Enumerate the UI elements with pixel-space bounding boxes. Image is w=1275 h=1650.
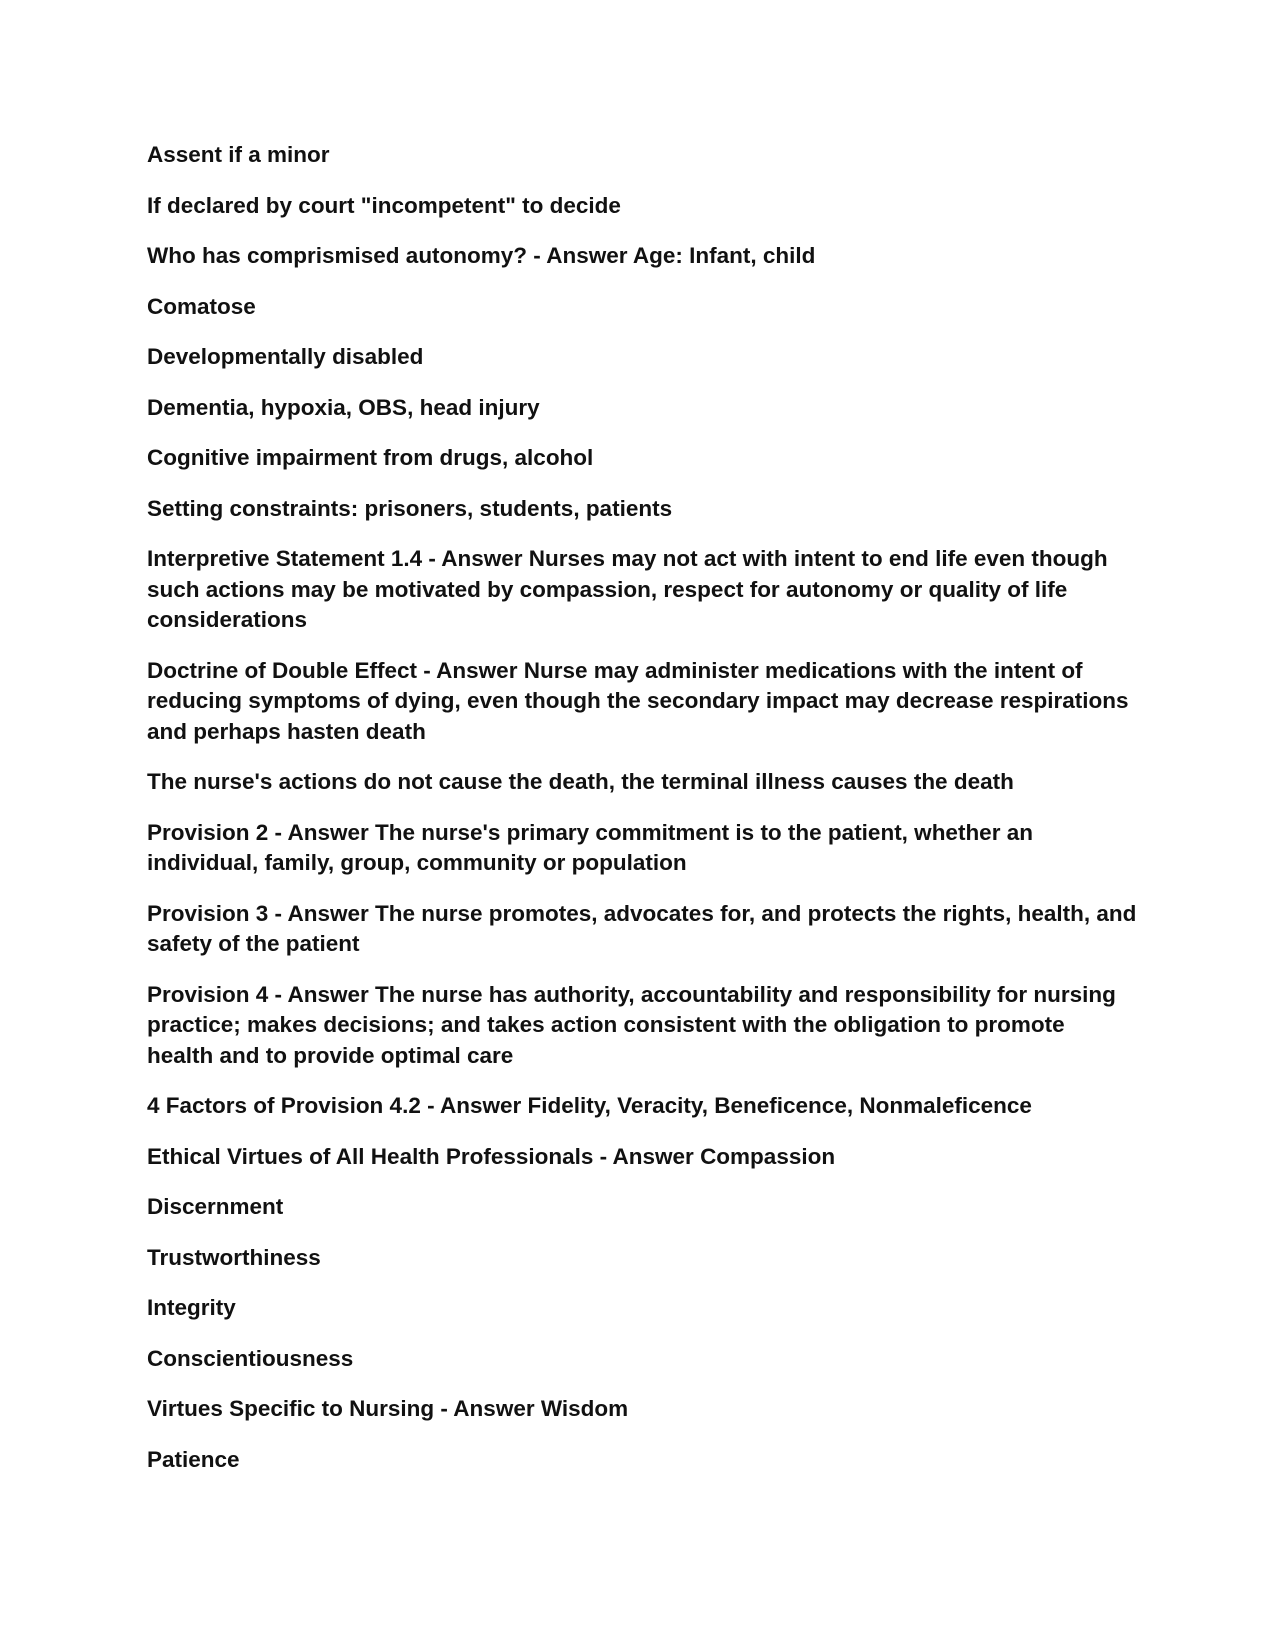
text-paragraph: Provision 3 - Answer The nurse promotes, advocates for, and protects the rights, health, and safety of the patient [147, 900, 1137, 956]
text-line: Ethical Virtues of All Health Professionals - Answer Compassion [147, 1143, 836, 1169]
text-line: Patience [147, 1446, 240, 1472]
text-paragraph: Provision 2 - Answer The nurse's primary commitment is to the patient, whether an individual, family, group, community or population [147, 819, 1033, 875]
text-line: Assent if a minor [147, 142, 330, 167]
text-line: Comatose [147, 293, 256, 319]
text-line: Developmentally disabled [147, 344, 424, 369]
text-line: Virtues Specific to Nursing - Answer Wisdom [147, 1396, 629, 1421]
text-line: Who has comprismised autonomy? - Answer Age: Infant, child [147, 243, 816, 268]
text-line: Conscientiousness [147, 1345, 354, 1371]
document-body [147, 140, 1137, 1495]
text-line: Dementia, hypoxia, OBS, head injury [147, 394, 540, 420]
text-line: 4 Factors of Provision 4.2 - Answer Fidelity, Veracity, Beneficence, Nonmaleficence [147, 1093, 1032, 1118]
text-paragraph: Interpretive Statement 1.4 - Answer Nurses may not act with intent to end life even though such actions may be motivated by compassion, respect for autonomy or quality of life considerations [147, 546, 1108, 632]
text-paragraph: Doctrine of Double Effect - Answer Nurse may administer medications with the intent of reducing symptoms of dying, even though the secondary impact may decrease respirations and perhaps hasten death [147, 657, 1129, 744]
text-line: Trustworthiness [147, 1244, 321, 1270]
text-line: Discernment [147, 1194, 284, 1219]
text-paragraph: Provision 4 - Answer The nurse has authority, accountability and responsibility for nursing practice; makes decisions; and takes action consistent with the obligation to promote health and to provide optimal care [147, 981, 1116, 1068]
text-line: The nurse's actions do not cause the death, the terminal illness causes the death [147, 769, 1014, 794]
text-line: Integrity [147, 1295, 236, 1320]
text-line: If declared by court "incompetent" to decide [147, 192, 621, 218]
text-line: Setting constraints: prisoners, students, patients [147, 495, 673, 521]
text-line: Cognitive impairment from drugs, alcohol [147, 445, 594, 470]
